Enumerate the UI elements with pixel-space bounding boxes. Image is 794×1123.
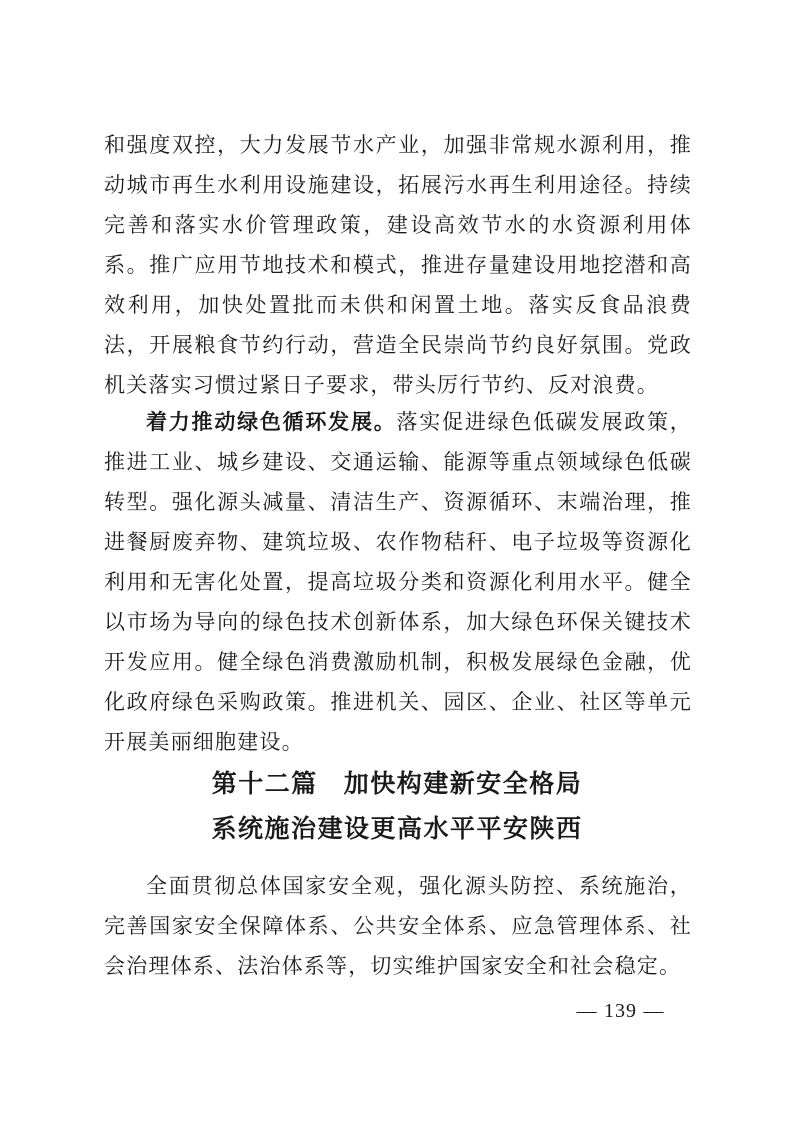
part-number: 第十二篇 [211,769,318,798]
page-footer [576,1000,665,1023]
paragraph-body-text: 落实促进绿色低碳发展政策，推进工业、城乡建设、交通运输、能源等重点领域绿色低碳转型。强化源头减量、清洁生产、资源循环、末端治理，推进餐厨废弃物、建筑垃圾、农作物秸秆、电子垃圾等资源化利用和无害化处置，提高垃圾分类和资源化利用水平。健全以市场为导向的绿色技术创新体系，加大绿色环保关键技术开发应用。健全绿色消费激励机制，积极发展绿色金融，优化政府绿色采购政策。推进机关、园区、企业、社区等单元开展美丽细胞建设。 [104,410,692,754]
paragraph-lead-heading: 着力推动绿色循环发展。 [146,409,397,434]
body-paragraph-water-land-saving: 和强度双控，大力发展节水产业，加强非常规水源利用，推动城市再生水利用设施建设，拓展污水再生利用途径。持续完善和落实水价管理政策，建设高效节水的水资源利用体系。推广应用节地技术和模式，推进存量建设用地挖潜和高效利用，加快处置批而未供和闲置土地。落实反食品浪费法，开展粮食节约行动，营造全民崇尚节约良好氛围。党政机关落实习惯过紧日子要求，带头厉行节约、反对浪费。 [104,133,692,397]
body-paragraph-national-security: 全面贯彻总体国家安全观，强化源头防控、系统施治，完善国家安全保障体系、公共安全体系、应急管理体系、社会治理体系、法治体系等，切实维护国家安全和社会稳定。 [104,874,692,978]
footer-dash-right: — [643,1000,665,1022]
part-heading-line-2: 系统施治建设更高水平平安陕西 [211,814,583,843]
body-paragraph-green-circular [104,402,692,762]
part-heading-line-1 [0,764,794,800]
footer-dash-left: — [576,1000,598,1022]
page-number: 139 [604,1000,637,1022]
part-title: 加快构建新安全格局 [343,769,583,798]
